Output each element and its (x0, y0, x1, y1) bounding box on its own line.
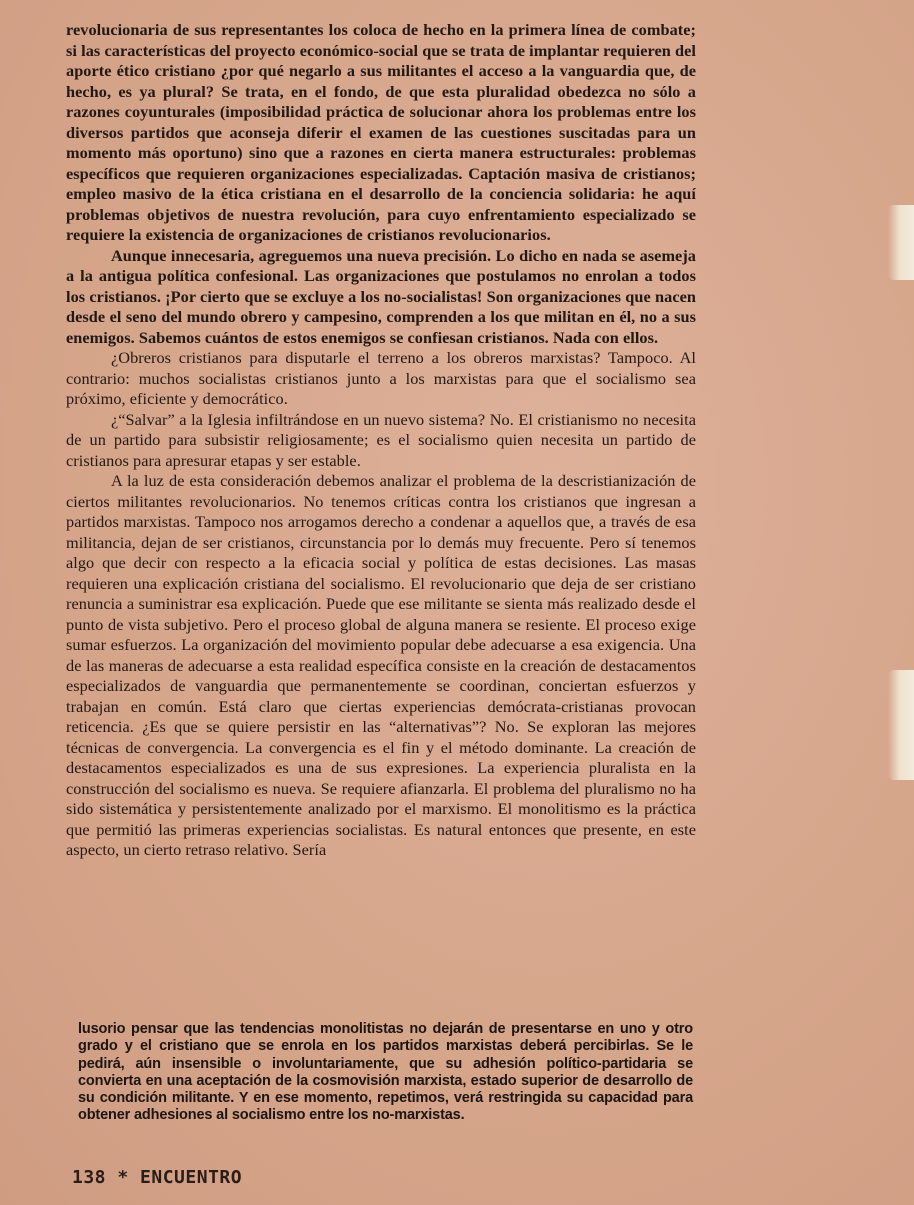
footer-separator: * (117, 1167, 129, 1188)
page-number: 138 (72, 1167, 107, 1188)
paragraph: lusorio pensar que las tendencias monolitistas no dejarán de presentarse en uno y otro grado y el cristiano que se enrola en los partidos marxistas deberá percibirlas. Se le pedirá, aún insensible o involuntariamente, que su adhesión político-partidaria se convierta en una aceptación de la cosmovisión marxista, estado superior de desarrollo de su condición militante. Y en ese momento, repetimos, verá restringida su capacidad para obtener adhesiones al socialismo entre los no-marxistas. (78, 1021, 693, 1124)
paper-edge-wear (888, 205, 914, 280)
paragraph: ¿Obreros cristianos para disputarle el terreno a los obreros marxistas? Tampoco. Al contrario: muchos socialistas cristianos junto a los marxistas para que el socialismo sea próximo, eficiente y democrático. (66, 348, 696, 408)
article-body (66, 20, 696, 861)
article-body-continuation (78, 1021, 693, 1125)
magazine-name: ENCUENTRO (140, 1167, 243, 1188)
paper-edge-wear (888, 670, 914, 780)
paragraph: A la luz de esta consideración debemos analizar el problema de la descristianización de ciertos militantes revolucionarios. No tenemos críticas contra los cristianos que ingresan a partidos marxistas. Tampoco nos arrogamos derecho a condenar a aquellos que, a través de esa militancia, dejan de ser cristianos, circunstancia por lo demás muy frecuente. Pero sí tenemos algo que decir con respecto a la eficacia social y política de estas decisiones. Las masas requieren una explicación cristiana del socialismo. El revolucionario que deja de ser cristiano renuncia a suministrar esa explicación. Puede que ese militante se sienta más realizado desde el punto de vista subjetivo. Pero el proceso global de alguna manera se resiente. El proceso exige sumar esfuerzos. La organización del movimiento popular debe adecuarse a esa exigencia. Una de las maneras de adecuarse a esta realidad específica consiste en la creación de destacamentos especializados de vanguardia que permanentemente se coordinan, conciertan esfuerzos y trabajan en común. Está claro que ciertas experiencias demócrata-cristianas provocan reticencia. ¿Es que se quiere persistir en las “alternativas”? No. Se exploran las mejores técnicas de convergencia. La convergencia es el fin y el método dominante. La creación de destacamentos especializados es una de sus expresiones. La experiencia pluralista en la construcción del socialismo es nueva. Se requiere afianzarla. El problema del pluralismo no ha sido sistemática y persistentemente analizado por el marxismo. El monolitismo es la práctica que permitió las primeras experiencias socialistas. Es natural entonces que presente, en este aspecto, un cierto retraso relativo. Sería (66, 471, 696, 859)
paragraph: Aunque innecesaria, agreguemos una nueva precisión. Lo dicho en nada se asemeja a la antigua política confesional. Las organizaciones que postulamos no enrolan a todos los cristianos. ¡Por cierto que se excluye a los no-socialistas! Son organizaciones que nacen desde el seno del mundo obrero y campesino, comprenden a los que militan en él, no a sus enemigos. Sabemos cuántos de estos enemigos se confiesan cristianos. Nada con ellos. (66, 245, 696, 347)
paragraph: ¿“Salvar” a la Iglesia infiltrándose en un nuevo sistema? No. El cristianismo no necesita de un partido para subsistir religiosamente; es el socialismo quien necesita un partido de cristianos para apresurar etapas y ser estable. (66, 409, 696, 470)
paragraph: revolucionaria de sus representantes los coloca de hecho en la primera línea de combate; si las características del proyecto económico-social que se trata de implantar requieren del aporte ético cristiano ¿por qué negarlo a sus militantes el acceso a la vanguardia que, de hecho, es ya plural? Se trata, en el fondo, de que esta pluralidad obedezca no sólo a razones coyunturales (imposibilidad práctica de solucionar ahora los problemas entre los diversos partidos que aconseja diferir el examen de las cuestiones suscitadas para un momento más oportuno) sino que a razones en cierta manera estructurales: problemas específicos que requieren organizaciones especializadas. Captación masiva de cristianos; empleo masivo de la ética cristiana en el desarrollo de la conciencia solidaria: he aquí problemas objetivos de nuestra revolución, para cuyo enfrentamiento especializado se requiere la existencia de organizaciones de cristianos revolucionarios. (66, 20, 696, 244)
page-footer (72, 1167, 242, 1188)
